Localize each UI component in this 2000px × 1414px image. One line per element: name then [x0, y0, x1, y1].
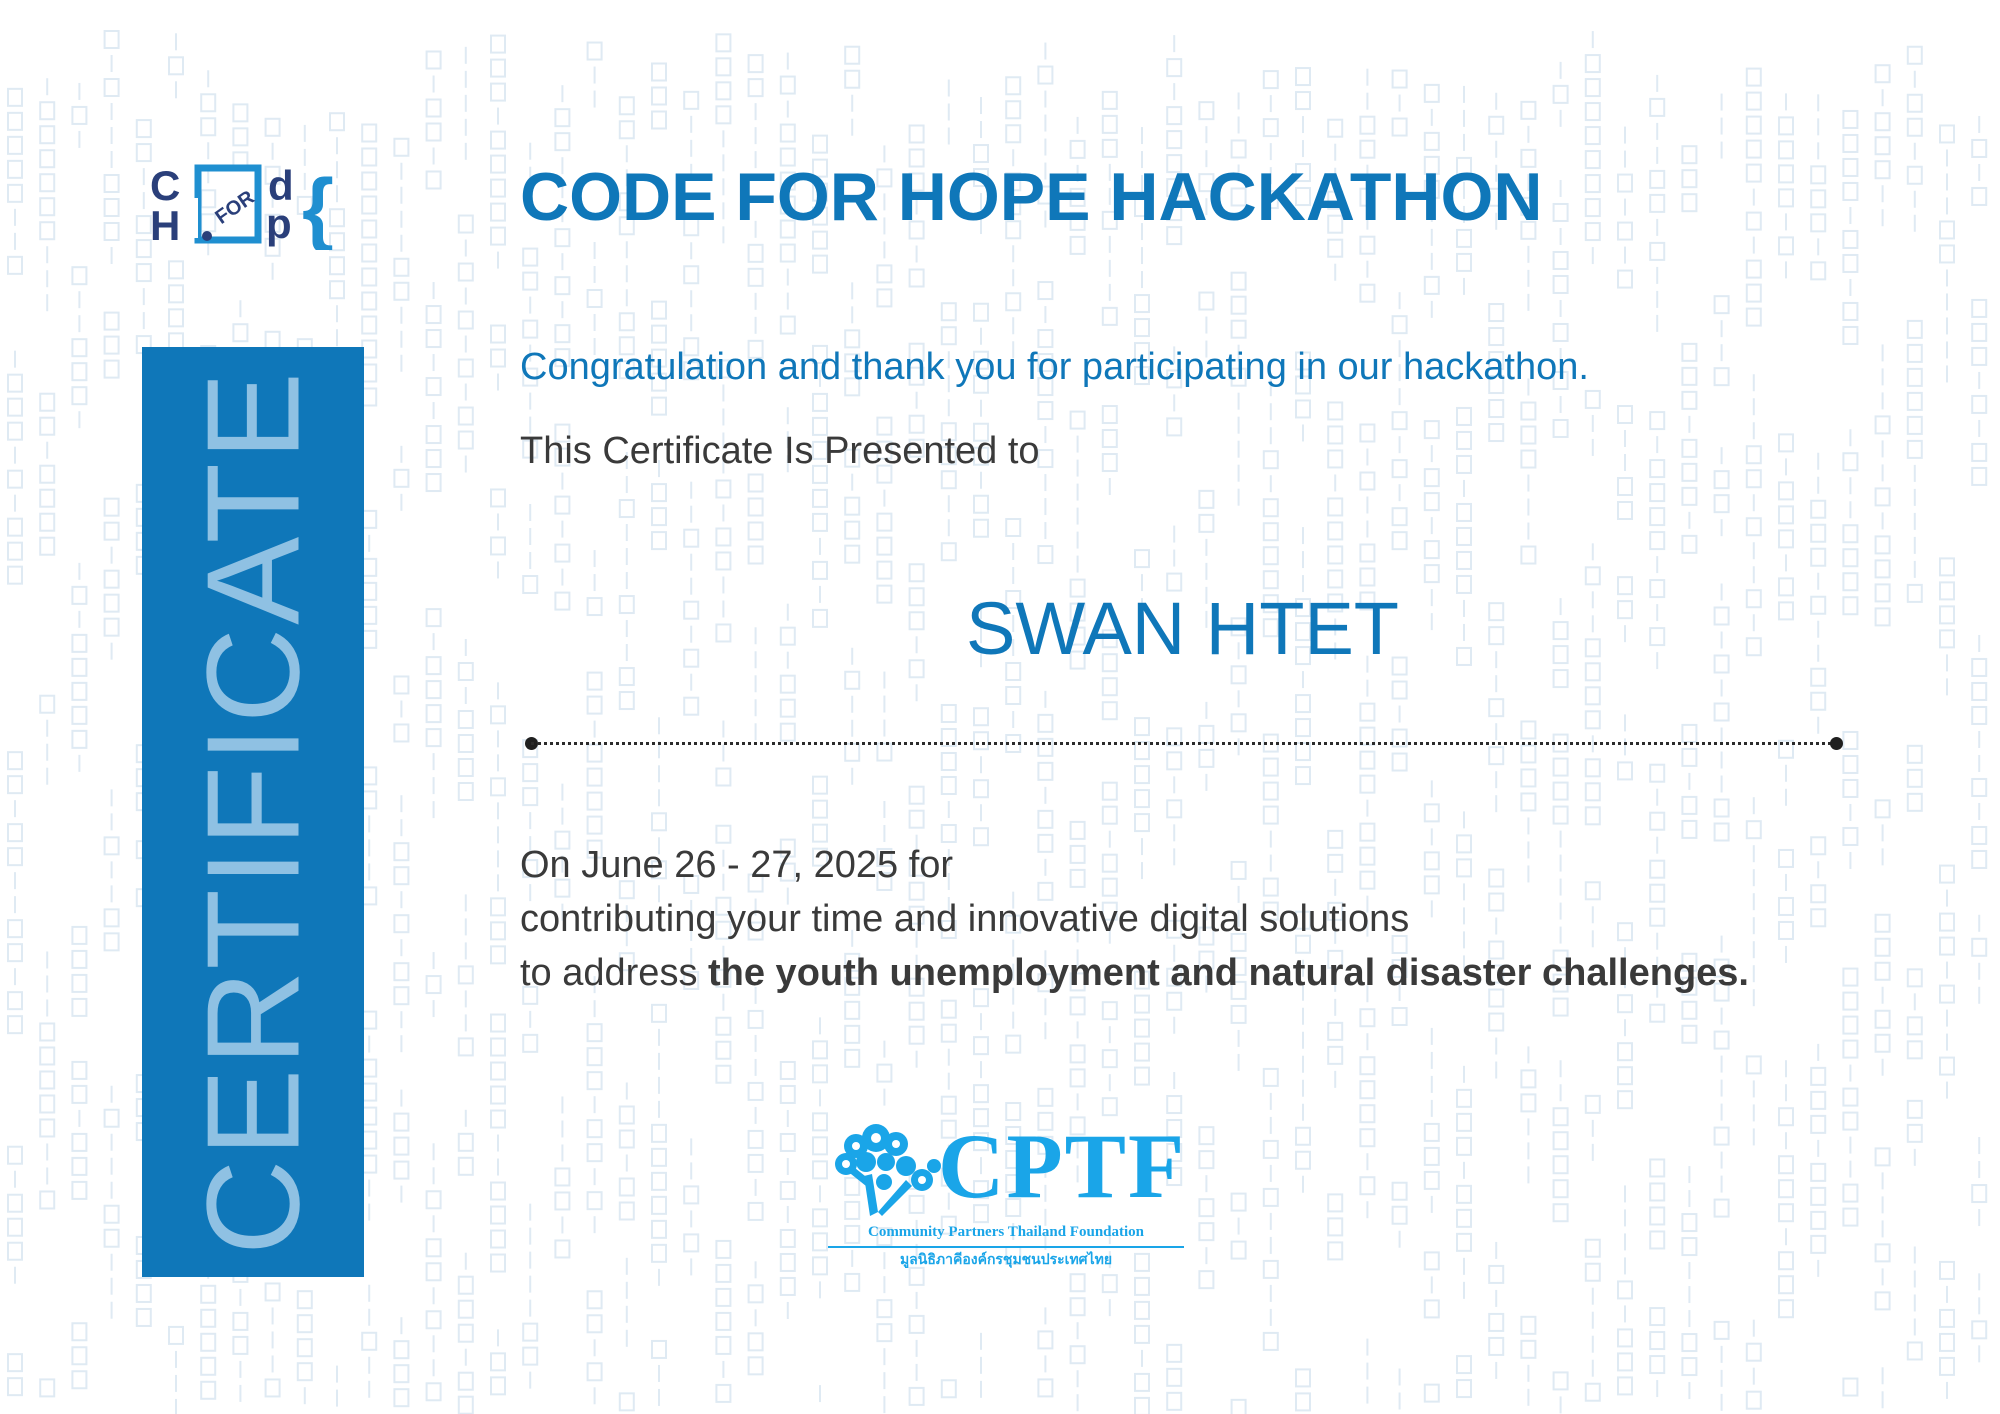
body-challenge-prefix: to address [520, 952, 708, 994]
congratulation-text: Congratulation and thank you for participating in our hackathon. [520, 346, 1589, 388]
event-title: CODE FOR HOPE HACKATHON [520, 159, 1543, 235]
certificate-band-label: CERTIFICATE [179, 368, 327, 1256]
cptf-thai-name: มูลนิธิภาคีองค์กรชุมชนประเทศไทย [899, 1252, 1113, 1268]
logo-dot [202, 231, 212, 241]
logo-for-text: FOR [211, 186, 259, 229]
logo-letter-d: d [268, 162, 294, 209]
tree-of-people-icon [826, 1116, 944, 1224]
logo-frame-gap [188, 198, 198, 238]
body-challenge-bold: the youth unemployment and natural disaster challenges. [708, 952, 1749, 994]
cptf-full-name: Community Partners Thailand Foundation [867, 1224, 1145, 1240]
body-date-line: On June 26 - 27, 2025 for [520, 844, 954, 886]
presented-to-text: This Certificate Is Presented to [520, 430, 1040, 472]
logo-letter-h: H [150, 202, 181, 249]
cptf-rule [828, 1246, 1184, 1248]
cptf-abbreviation: CPTF [938, 1115, 1187, 1217]
logo-letter-c: C [150, 162, 181, 209]
body-contribution-line: contributing your time and innovative digital solutions [520, 898, 1410, 940]
signature-line-right-dot [1830, 737, 1843, 750]
recipient-name: SWAN HTET [965, 587, 1399, 670]
signature-line [525, 736, 1843, 750]
certificate-band [142, 347, 364, 1277]
signature-line-dots [531, 742, 1837, 745]
logo-letter-p: p [266, 200, 292, 247]
code-for-hope-logo [150, 160, 365, 250]
certificate-body [520, 838, 1749, 1000]
body-challenge-line [520, 946, 1749, 1000]
cptf-logo [826, 1116, 1186, 1274]
logo-brace-icon: { [302, 163, 334, 250]
